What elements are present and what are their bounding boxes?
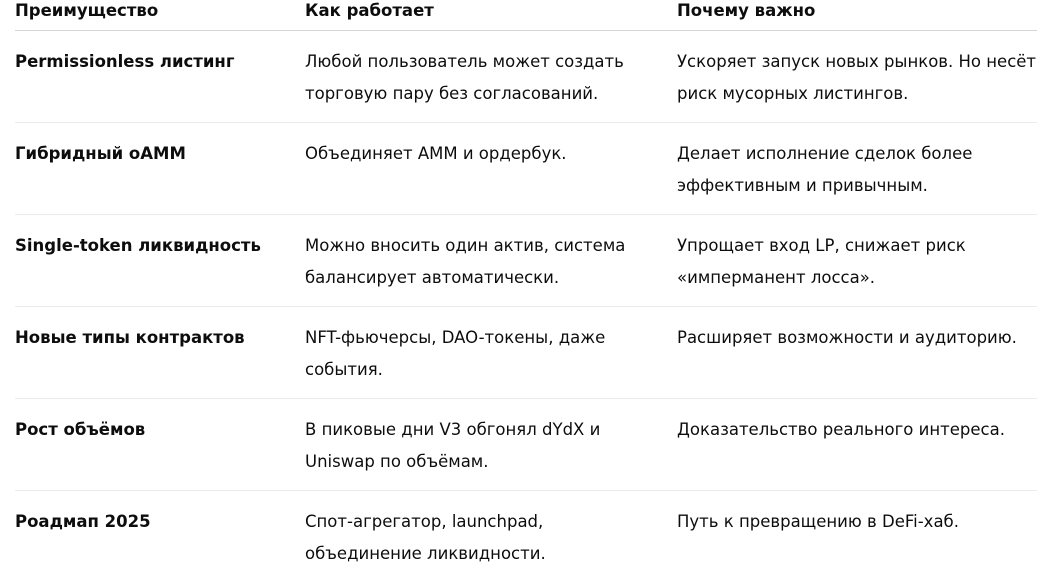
header-how: Как работает bbox=[305, 1, 434, 20]
header-why: Почему важно bbox=[677, 1, 816, 20]
table-row bbox=[15, 399, 1037, 491]
feature-cell: Single-token ликвидность bbox=[15, 236, 261, 255]
feature-cell: Гибридный oAMM bbox=[15, 144, 186, 163]
how-cell: Спот-агрегатор, launchpad, объединение ликвидности. bbox=[305, 512, 546, 563]
table-row bbox=[15, 215, 1037, 307]
header-feature: Преимущество bbox=[15, 1, 159, 20]
how-cell: NFT-фьючерсы, DAO-токены, даже события. bbox=[305, 328, 606, 379]
table-row bbox=[15, 31, 1037, 123]
feature-cell: Permissionless листинг bbox=[15, 52, 235, 71]
comparison-table bbox=[15, 0, 1037, 583]
how-cell: В пиковые дни V3 обгонял dYdX и Uniswap по объёмам. bbox=[305, 420, 601, 471]
table-row bbox=[15, 491, 1037, 583]
feature-cell: Новые типы контрактов bbox=[15, 328, 245, 347]
why-cell: Упрощает вход LP, снижает риск «имперманент лосса». bbox=[677, 236, 966, 287]
why-cell: Путь к превращению в DeFi-хаб. bbox=[677, 512, 959, 531]
how-cell: Можно вносить один актив, система балансирует автоматически. bbox=[305, 236, 626, 287]
feature-cell: Роадмап 2025 bbox=[15, 512, 151, 531]
how-cell: Любой пользователь может создать торговую пару без согласований. bbox=[305, 52, 624, 103]
why-cell: Ускоряет запуск новых рынков. Но несёт риск мусорных листингов. bbox=[677, 52, 1037, 103]
table-header bbox=[15, 0, 1037, 31]
why-cell: Делает исполнение сделок более эффективным и привычным. bbox=[677, 144, 973, 195]
why-cell: Доказательство реального интереса. bbox=[677, 420, 1005, 439]
table-row bbox=[15, 307, 1037, 399]
table-row bbox=[15, 123, 1037, 215]
why-cell: Расширяет возможности и аудиторию. bbox=[677, 328, 1017, 347]
feature-cell: Рост объёмов bbox=[15, 420, 146, 439]
how-cell: Объединяет AMM и ордербук. bbox=[305, 144, 567, 163]
